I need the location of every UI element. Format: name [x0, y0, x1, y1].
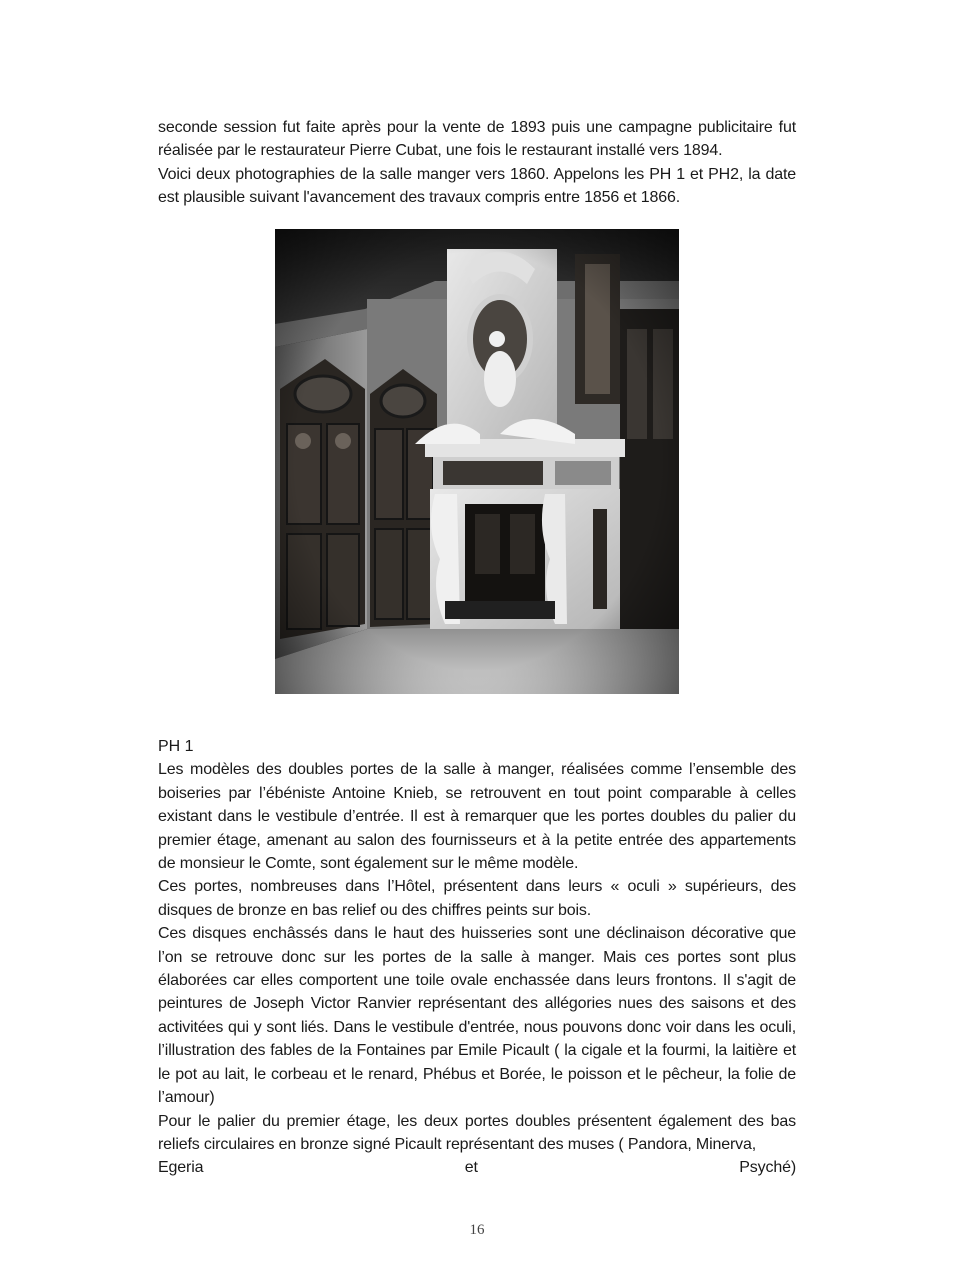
ph1-section	[158, 735, 796, 1180]
page-number: 16	[469, 1222, 485, 1238]
section-paragraph-4: Pour le palier du premier étage, les deux portes doubles présentent également des bas reliefs circulaires en bronze signé Picault représentant des muses ( Pandora, Minerva,	[158, 1112, 796, 1153]
photo-caption: PH 1	[158, 738, 194, 755]
intro-paragraph-2: Voici deux photographies de la salle manger vers 1860. Appelons les PH 1 et PH2, la date est plausible suivant l'avancement des travaux compris entre 1856 et 1866.	[158, 165, 796, 207]
intro-text-block	[158, 116, 796, 210]
last-line-word-3: Psyché)	[739, 1159, 796, 1177]
dining-room-photograph	[275, 229, 679, 694]
section-last-line	[158, 1156, 796, 1179]
last-line-word-2: et	[464, 1159, 478, 1177]
section-paragraph-2: Ces portes, nombreuses dans l’Hôtel, présentent dans leurs « oculi » supérieurs, des disques de bronze en bas relief ou des chiffres peints sur bois.	[158, 878, 796, 919]
intro-paragraph: seconde session fut faite après pour la vente de 1893 puis une campagne publicitaire fut réalisée par le restaurateur Pierre Cubat, une fois le restaurant installé vers 1894.	[158, 119, 796, 160]
last-line-word-1: Egeria	[158, 1159, 204, 1177]
photograph-image	[275, 229, 679, 694]
section-paragraph-1: Les modèles des doubles portes de la salle à manger, réalisées comme l’ensemble des boiseries par l’ébéniste Antoine Knieb, se retrouvent en tout point comparable à celles existant dans le vestibule d’entrée. Il est à remarquer que les portes doubles du palier du premier étage, amenant au salon des fournisseurs et à la petite entrée des appartements de monsieur le Comte, sont également sur le même modèle.	[158, 761, 796, 873]
section-paragraph-3: Ces disques enchâssés dans le haut des huisseries sont une déclinaison décorative que l’on se retrouve donc sur les portes de la salle à manger. Mais ces portes sont plus élaborées car elles comportent une toile ovale enchassée dans leurs frontons. Il s'agit de peintures de Joseph Victor Ranvier représentant des allégories nues des saisons et des activitées qui y sont liés. Dans le vestibule d'entrée, nous pouvons donc voir dans les oculi, l’illustration des fables de la Fontaines par Emile Picault ( la cigale et la fourmi, la laitière et le pot au lait, le corbeau et le renard, Phébus et Borée, le poisson et le pêcheur, la folie de l’amour)	[158, 925, 796, 1107]
